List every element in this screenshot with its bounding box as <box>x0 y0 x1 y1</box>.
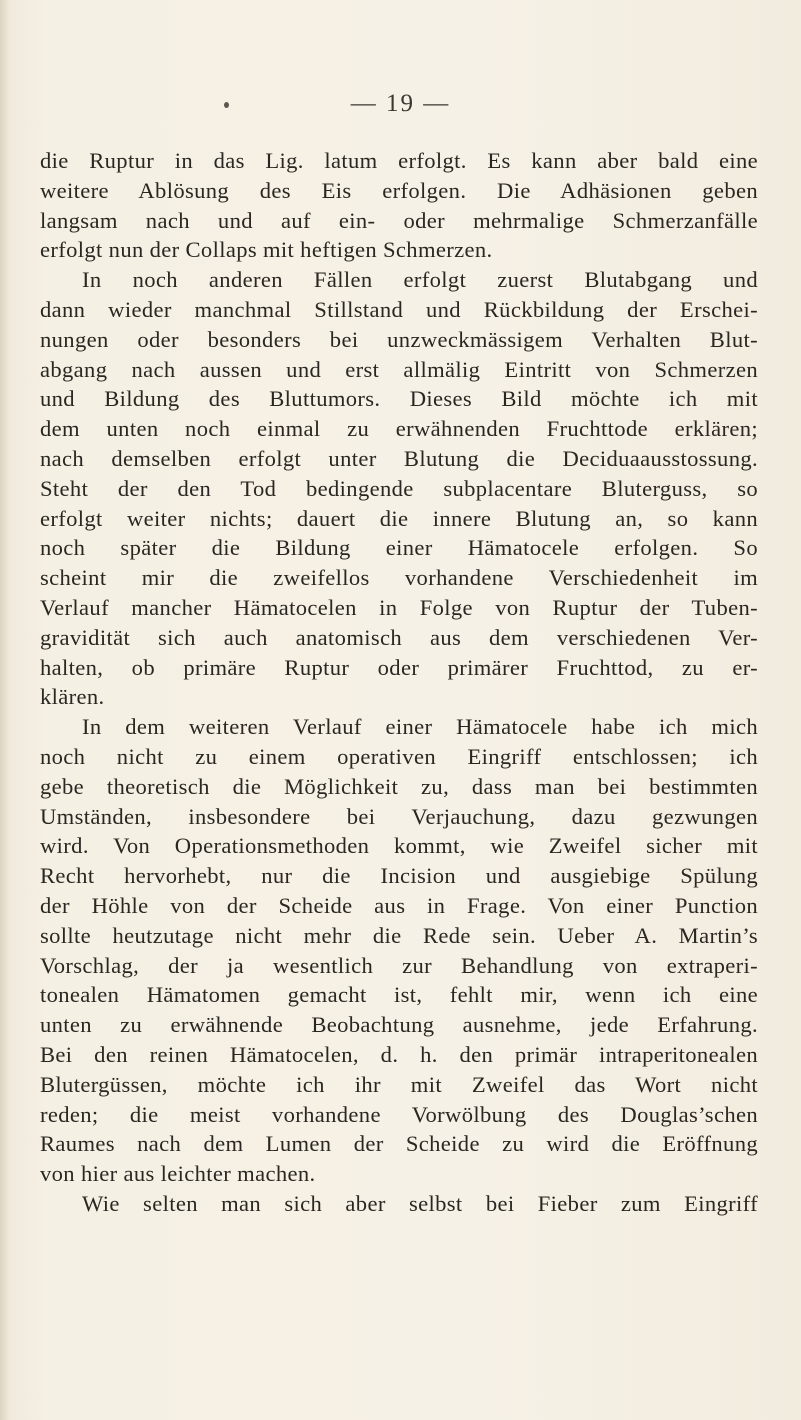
text-line: nach demselben erfolgt unter Blutung die Deciduaausstossung. <box>40 445 758 471</box>
text-line: langsam nach und auf ein- oder mehrmalige Schmerzanfälle <box>40 207 758 233</box>
text-line: Vorschlag, der ja wesentlich zur Behandlung von extraperi- <box>40 952 758 978</box>
text-line: halten, ob primäre Ruptur oder primärer Fruchttod, zu er- <box>40 654 758 680</box>
text-line: wird. Von Operationsmethoden kommt, wie Zweifel sicher mit <box>40 833 758 859</box>
text-line: Bei den reinen Hämatocelen, d. h. den primär intraperitonealen <box>40 1041 758 1067</box>
text-line: gebe theoretisch die Möglichkeit zu, dass man bei bestimmten <box>40 773 758 799</box>
text-line: dann wieder manchmal Stillstand und Rückbildung der Erschei- <box>40 296 758 322</box>
text-line: abgang nach aussen und erst allmälig Eintritt von Schmerzen <box>40 356 758 382</box>
text-line: sollte heutzutage nicht mehr die Rede sein. Ueber A. Martin’s <box>40 922 758 948</box>
text-line: weitere Ablösung des Eis erfolgen. Die Adhäsionen geben <box>40 177 758 203</box>
text-line: reden; die meist vorhandene Vorwölbung des Douglas’schen <box>40 1101 758 1127</box>
page-number: — 19 — <box>350 90 451 117</box>
body-text <box>40 146 758 1219</box>
text-line: noch nicht zu einem operativen Eingriff entschlossen; ich <box>40 743 758 769</box>
text-line: und Bildung des Bluttumors. Dieses Bild möchte ich mit <box>40 386 758 412</box>
text-line: erfolgt nun der Collaps mit heftigen Schmerzen. <box>40 237 493 263</box>
text-line: Raumes nach dem Lumen der Scheide zu wird die Eröffnung <box>40 1131 758 1157</box>
text-line: erfolgt weiter nichts; dauert die innere Blutung an, so kann <box>40 505 758 531</box>
text-line: noch später die Bildung einer Hämatocele erfolgen. So <box>40 535 758 561</box>
text-line: nungen oder besonders bei unzweckmässigem Verhalten Blut- <box>40 326 758 352</box>
text-line: unten zu erwähnende Beobachtung ausnehme, jede Erfahrung. <box>40 1012 758 1038</box>
text-line: scheint mir die zweifellos vorhandene Verschiedenheit im <box>40 565 758 591</box>
text-line: In noch anderen Fällen erfolgt zuerst Blutabgang und <box>82 267 758 293</box>
text-line: von hier aus leichter machen. <box>40 1161 316 1187</box>
text-line: Wie selten man sich aber selbst bei Fieber zum Eingriff <box>82 1190 758 1216</box>
text-line: Umständen, insbesondere bei Verjauchung, dazu gezwungen <box>40 803 758 829</box>
text-line: Steht der den Tod bedingende subplacentare Bluterguss, so <box>40 475 758 501</box>
text-line: dem unten noch einmal zu erwähnenden Fruchttode erklären; <box>40 416 758 442</box>
text-line: die Ruptur in das Lig. latum erfolgt. Es kann aber bald eine <box>40 148 758 173</box>
text-line: der Höhle von der Scheide aus in Frage. Von einer Punction <box>40 892 758 918</box>
page-header <box>0 90 801 124</box>
text-line: tonealen Hämatomen gemacht ist, fehlt mir, wenn ich eine <box>40 982 758 1008</box>
text-line: Blutergüssen, möchte ich ihr mit Zweifel das Wort nicht <box>40 1071 758 1097</box>
text-line: Recht hervorhebt, nur die Incision und ausgiebige Spülung <box>40 863 758 889</box>
page-gutter-shadow <box>0 0 10 1420</box>
text-line: Verlauf mancher Hämatocelen in Folge von Ruptur der Tuben- <box>40 594 758 620</box>
text-line: In dem weiteren Verlauf einer Hämatocele habe ich mich <box>82 714 758 740</box>
text-line: gravidität sich auch anatomisch aus dem verschiedenen Ver- <box>40 624 758 650</box>
text-line: klären. <box>40 684 105 710</box>
